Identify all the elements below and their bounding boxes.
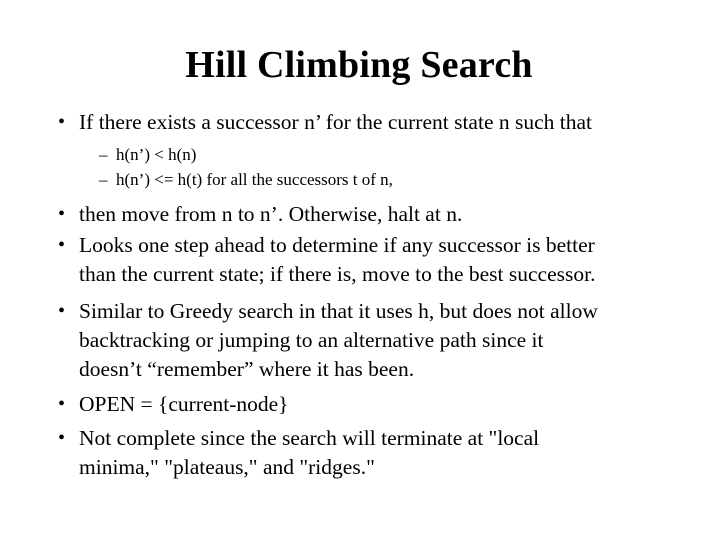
sub-item-text: h(n’) < h(n) <box>116 145 197 164</box>
slide-title: Hill Climbing Search <box>185 44 533 86</box>
dash-icon: – <box>99 170 108 189</box>
bullet-icon: • <box>58 393 66 415</box>
sub-item-text: h(n’) <= h(t) for all the successors t of n, <box>116 170 393 189</box>
bullet-text: Similar to Greedy search in that it uses h, but does not allow backtracking or jumping to an alternative path since it doesn’t “remember” where it has been. <box>79 299 598 381</box>
bullet-icon: • <box>58 300 66 322</box>
bullet-icon: • <box>58 234 66 256</box>
bullet-text: OPEN = {current-node} <box>79 392 289 416</box>
bullet-text: then move from n to n’. Otherwise, halt at n. <box>79 202 463 226</box>
dash-icon: – <box>99 145 108 164</box>
bullet-icon: • <box>58 203 66 225</box>
bullet-text: Not complete since the search will terminate at "local minima," "plateaus," and "ridges." <box>79 426 540 479</box>
bullet-text: Looks one step ahead to determine if any successor is better than the current state; if there is, move to the best successor. <box>79 233 596 286</box>
bullet-text: If there exists a successor n’ for the current state n such that <box>79 110 593 134</box>
bullet-icon: • <box>58 427 66 449</box>
bullet-icon: • <box>58 111 66 133</box>
